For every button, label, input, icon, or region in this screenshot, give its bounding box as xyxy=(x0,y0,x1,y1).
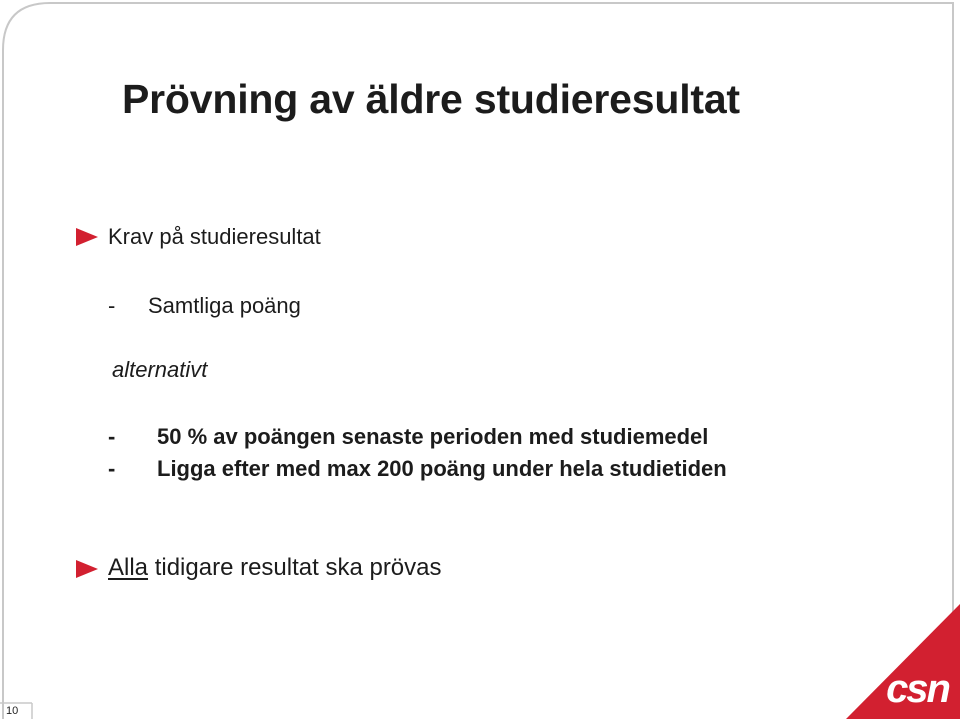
dash-3: - xyxy=(108,456,116,481)
dash-2: - xyxy=(108,424,116,449)
csn-logo xyxy=(846,604,960,719)
bullet-krav: Krav på studieresultat xyxy=(108,224,321,249)
bullet-arrow-icon xyxy=(76,228,98,246)
dash-1: - xyxy=(108,293,116,318)
emphasis-alla: Alla xyxy=(108,554,149,581)
sub-item-ligga-efter: Ligga efter med max 200 poäng under hela studietiden xyxy=(157,456,727,481)
alternative-label: alternativt xyxy=(112,357,208,382)
bullet-arrow-icon xyxy=(76,560,98,578)
bullet-alla xyxy=(108,554,442,582)
slide-number: 10 xyxy=(6,705,19,717)
svg-text:csn: csn xyxy=(886,667,949,711)
bullet-alla-rest: tidigare resultat ska prövas xyxy=(148,554,442,581)
slide-title: Prövning av äldre studieresultat xyxy=(122,76,740,122)
sub-item-50-procent: 50 % av poängen senaste perioden med studiemedel xyxy=(157,424,709,449)
sub-item-samtliga: Samtliga poäng xyxy=(148,293,301,318)
